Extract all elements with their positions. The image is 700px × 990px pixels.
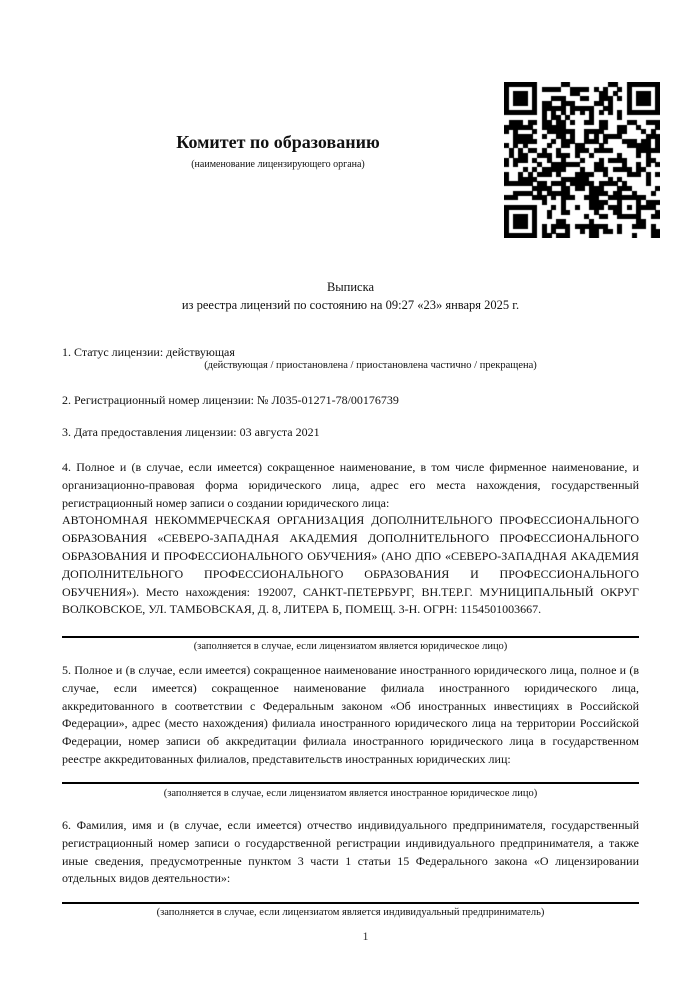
field-individual-entrepreneur (62, 817, 639, 888)
legal-entity-caption: (заполняется в случае, если лицензиатом является юридическое лицо) (193, 641, 508, 652)
licensing-authority-block (62, 131, 494, 171)
grant-date-label: 3. Дата предоставления лицензии: (62, 425, 240, 439)
field-grant-date (62, 424, 639, 442)
registration-number-value: Л035-01271-78/00176739 (271, 393, 399, 407)
license-status-label: 1. Статус лицензии: (62, 345, 167, 359)
document-title (62, 279, 639, 314)
legal-entity-value: АВТОНОМНАЯ НЕКОММЕРЧЕСКАЯ ОРГАНИЗАЦИЯ ДОПОЛНИТЕЛЬНОГО ПРОФЕССИОНАЛЬНОГО ОБРАЗОВАНИЯ «СЕВЕРО-ЗАПАДНАЯ АКАДЕМИЯ ДОПОЛНИТЕЛЬНОГО ПРОФЕССИОНАЛЬНОГО ОБРАЗОВАНИЯ И ПРОФЕССИОНАЛЬНОГО ОБУЧЕНИЯ» (АНО ДПО «СЕВЕРО-ЗАПАДНАЯ АКАДЕМИЯ ДОПОЛНИТЕЛЬНОГО ПРОФЕССИОНАЛЬНОГО ОБРАЗОВАНИЯ И ПРОФЕССИОНАЛЬНОГО ОБУЧЕНИЯ»). Место нахождения: 192007, САНКТ-ПЕТЕРБУРГ, ВН.ТЕР.Г. МУНИЦИПАЛЬНЫЙ ОКРУГ ВОЛКОВСКОЕ, УЛ. ТАМБОВСКАЯ, Д. 8, ЛИТЕРА Б, ПОМЕЩ. 3-Н. ОГРН: 1154501003667. (62, 513, 639, 617)
separator-individual-entrepreneur (62, 902, 639, 904)
document-title-line1: Выписка (326, 280, 375, 294)
licensing-authority-caption: (наименование лицензирующего органа) (191, 159, 365, 170)
separator-foreign-entity (62, 782, 639, 784)
foreign-entity-label: 5. Полное и (в случае, если имеется) сокращенное наименование иностранного юридического лица, полное и (в случае, если имеется) сокращенное наименование филиала иностранного юридического лица, аккредитованного в соответствии с Федеральным законом «Об иностранных инвестициях в Российской Федерации», адрес (место нахождения) филиала иностранного юридического лица на территории Российской Федерации, номер записи об аккредитации филиала иностранного юридического лица в государственном реестре аккредитованных филиалов, представительств иностранных юридических лиц: (62, 663, 639, 766)
grant-date-value: 03 августа 2021 (239, 425, 320, 439)
license-status-value: действующая (166, 345, 235, 359)
legal-entity-label: 4. Полное и (в случае, если имеется) сокращенное наименование, в том числе фирменное наименование, и организационно-правовая форма юридического лица, адрес его места нахождения, государственный регистрационный номер записи о создании юридического лица: (62, 460, 639, 510)
separator-legal-entity (62, 636, 639, 638)
individual-entrepreneur-caption: (заполняется в случае, если лицензиатом является индивидуальный предприниматель) (156, 907, 545, 918)
individual-entrepreneur-label: 6. Фамилия, имя и (в случае, если имеется) отчество индивидуального предпринимателя, государственный регистрационный номер записи о государственной регистрации индивидуального предпринимателя, а также иные сведения, предусмотренные пунктом 3 части 1 статьи 15 Федерального закона «О лицензировании отдельных видов деятельности»: (62, 818, 639, 886)
qr-code-icon (504, 82, 660, 238)
page-number: 1 (362, 929, 369, 943)
registration-number-label: 2. Регистрационный номер лицензии: № (62, 393, 272, 407)
field-legal-entity (62, 459, 639, 619)
field-registration-number (62, 392, 639, 410)
document-title-line2: из реестра лицензий по состоянию на 09:27 «23» января 2025 г. (181, 297, 520, 312)
license-status-options-caption: (действующая / приостановлена / приостановлена частично / прекращена) (204, 360, 537, 371)
field-foreign-entity (62, 662, 639, 769)
licensing-authority-name: Комитет по образованию (176, 132, 380, 152)
foreign-entity-caption: (заполняется в случае, если лицензиатом является иностранное юридическое лицо) (163, 788, 538, 799)
